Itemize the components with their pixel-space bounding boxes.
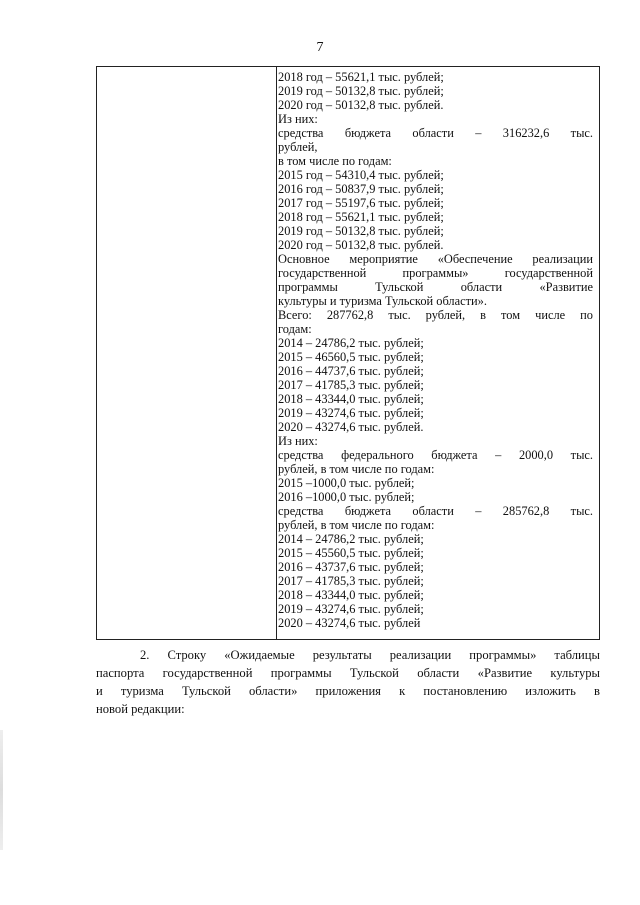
table-text-line: 2015 – 45560,5 тыс. рублей; <box>278 546 424 560</box>
table-text-line: 2018 – 43344,0 тыс. рублей; <box>278 588 424 602</box>
table-text-line: Основное мероприятие «Обеспечение реализации <box>278 252 593 266</box>
table-text-line: 2020 год – 50132,8 тыс. рублей. <box>278 98 444 112</box>
table-right-cell <box>278 70 593 630</box>
table-text-line: 2018 год – 55621,1 тыс. рублей; <box>278 210 444 224</box>
paragraph-line: и туризма Тульской области» приложения к постановлению изложить в <box>96 684 600 698</box>
table-text-line: культуры и туризма Тульской области». <box>278 294 487 308</box>
table-text-line: 2020 – 43274,6 тыс. рублей <box>278 616 421 630</box>
table-text-line: 2017 год – 55197,6 тыс. рублей; <box>278 196 444 210</box>
table-text-line: 2016 – 44737,6 тыс. рублей; <box>278 364 424 378</box>
paragraph-line: 2. Строку «Ожидаемые результаты реализации программы» таблицы <box>140 648 600 662</box>
table-text-line: Из них: <box>278 112 318 126</box>
table-text-line: 2017 – 41785,3 тыс. рублей; <box>278 574 424 588</box>
table-text-line: 2020 год – 50132,8 тыс. рублей. <box>278 238 444 252</box>
table-text-line: 2015 –1000,0 тыс. рублей; <box>278 476 415 490</box>
table-text-line: средства федерального бюджета – 2000,0 тыс. <box>278 448 593 462</box>
table-text-line: 2019 – 43274,6 тыс. рублей; <box>278 602 424 616</box>
table-text-line: 2015 – 46560,5 тыс. рублей; <box>278 350 424 364</box>
scan-edge-mark <box>0 730 3 850</box>
table-text-line: 2016 –1000,0 тыс. рублей; <box>278 490 415 504</box>
table-text-line: 2019 год – 50132,8 тыс. рублей; <box>278 224 444 238</box>
table-text-line: 2020 – 43274,6 тыс. рублей. <box>278 420 424 434</box>
table-text-line: 2015 год – 54310,4 тыс. рублей; <box>278 168 444 182</box>
table-text-line: 2016 – 43737,6 тыс. рублей; <box>278 560 424 574</box>
table-text-line: 2014 – 24786,2 тыс. рублей; <box>278 336 424 350</box>
table-text-line: государственной программы» государственной <box>278 266 593 280</box>
amendment-paragraph <box>96 646 600 718</box>
table-text-line: программы Тульской области «Развитие <box>278 280 593 294</box>
table-text-line: 2016 год – 50837,9 тыс. рублей; <box>278 182 444 196</box>
table-text-line: рублей, в том числе по годам: <box>278 518 435 532</box>
table-text-line: в том числе по годам: <box>278 154 392 168</box>
table-text-line: 2017 – 41785,3 тыс. рублей; <box>278 378 424 392</box>
table-text-line: Всего: 287762,8 тыс. рублей, в том числе по <box>278 308 593 322</box>
paragraph-line: паспорта государственной программы Тульской области «Развитие культуры <box>96 666 600 680</box>
table-text-line: средства бюджета области – 316232,6 тыс. <box>278 126 593 140</box>
paragraph-line: новой редакции: <box>96 702 185 716</box>
table-text-line: 2014 – 24786,2 тыс. рублей; <box>278 532 424 546</box>
table-text-line: 2019 – 43274,6 тыс. рублей; <box>278 406 424 420</box>
table-text-line: 2019 год – 50132,8 тыс. рублей; <box>278 84 444 98</box>
table-left-cell <box>97 67 277 639</box>
table-text-line: средства бюджета области – 285762,8 тыс. <box>278 504 593 518</box>
table-text-line: рублей, в том числе по годам: <box>278 462 435 476</box>
table-text-line: 2018 год – 55621,1 тыс. рублей; <box>278 70 444 84</box>
table-text-line: 2018 – 43344,0 тыс. рублей; <box>278 392 424 406</box>
table-text-line: годам: <box>278 322 312 336</box>
table-text-line: рублей, <box>278 140 318 154</box>
page-number: 7 <box>316 40 324 55</box>
passport-table-fragment <box>96 66 600 640</box>
table-text-line: Из них: <box>278 434 318 448</box>
